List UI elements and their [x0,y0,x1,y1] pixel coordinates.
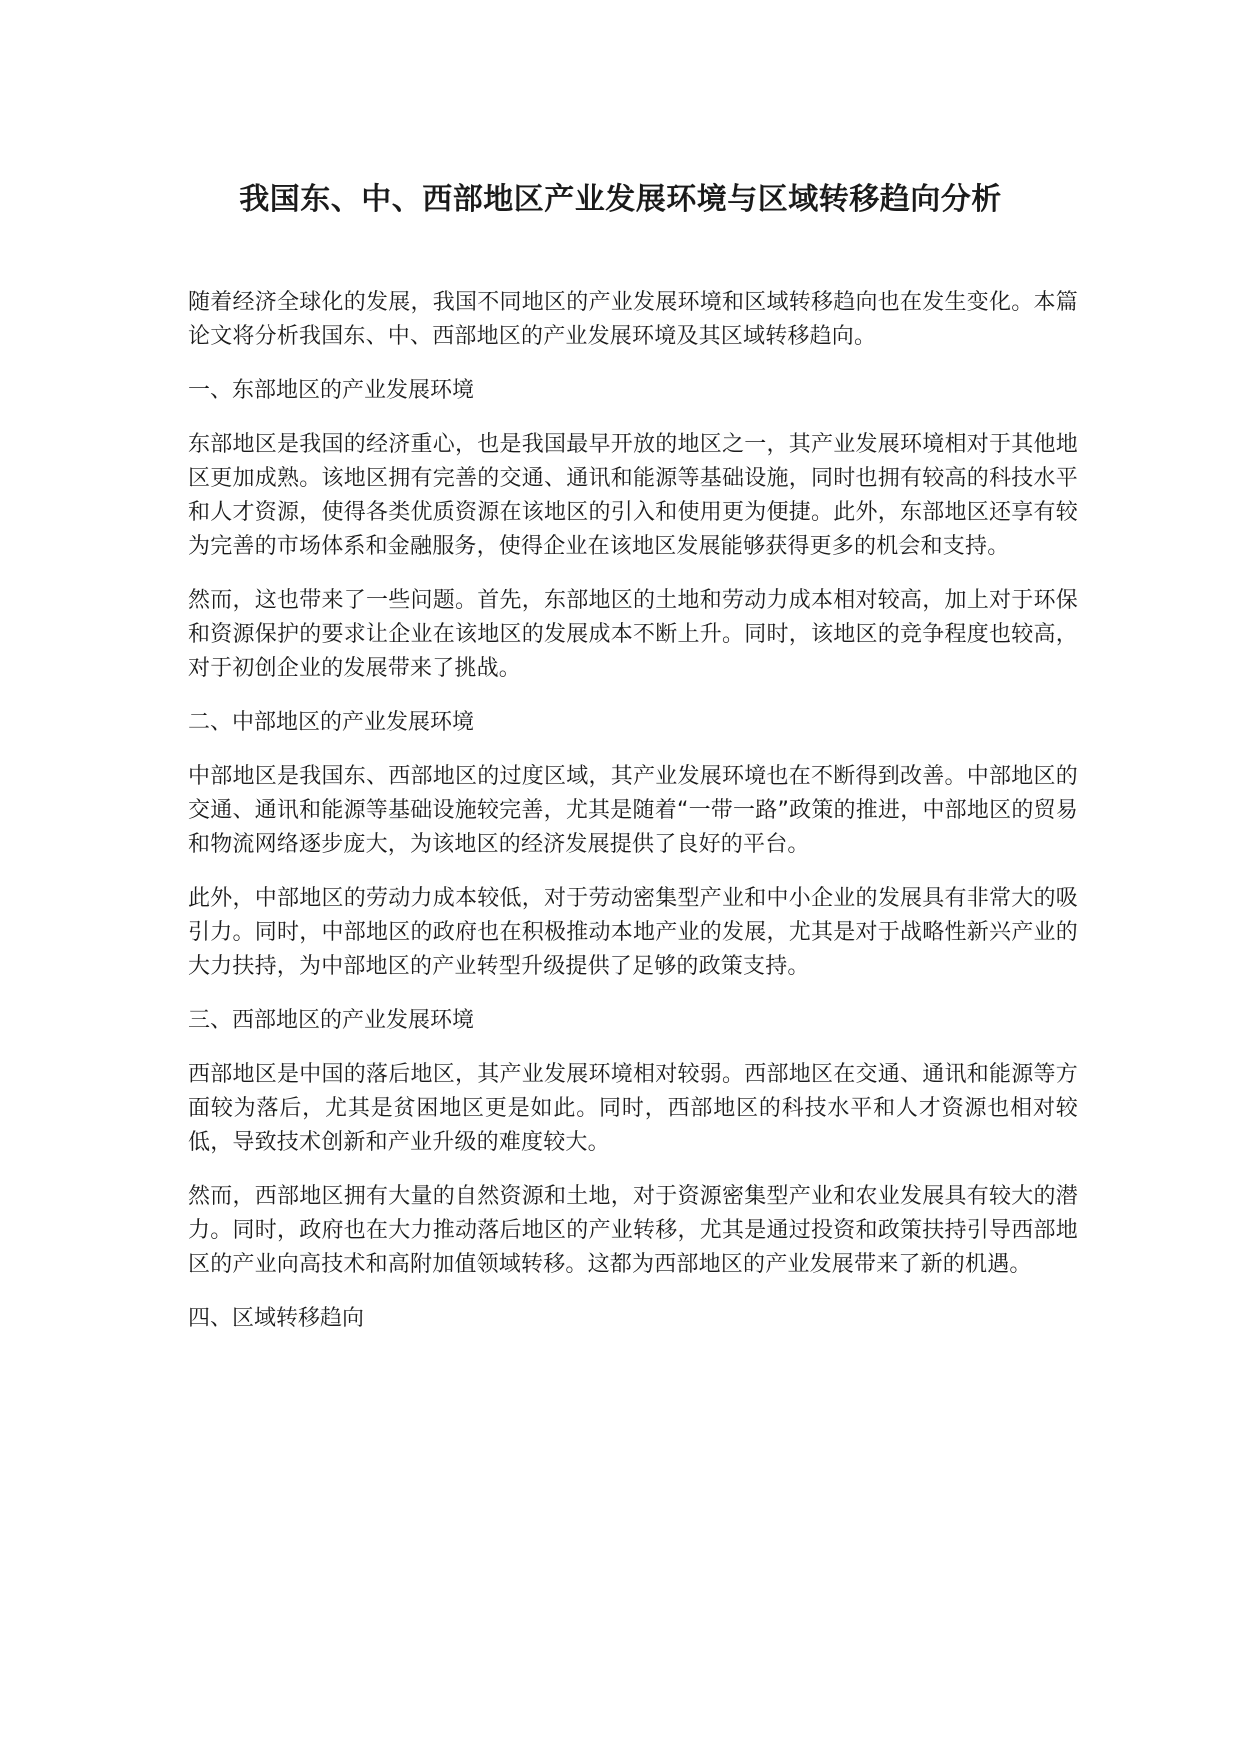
section-heading-central: 二、中部地区的产业发展环境 [188,710,475,735]
west-paragraph-2: 然而，西部地区拥有大量的自然资源和土地，对于资源密集型产业和农业发展具有较大的潜力。同时，政府也在大力推动落后地区的产业转移，尤其是通过投资和政策扶持引导西部地区的产业向高技术和高附加值领域转移。这都为西部地区的产业发展带来了新的机遇。 [188,1184,1078,1277]
east-paragraph-1: 东部地区是我国的经济重心，也是我国最早开放的地区之一，其产业发展环境相对于其他地区更加成熟。该地区拥有完善的交通、通讯和能源等基础设施，同时也拥有较高的科技水平和人才资源，使得各类优质资源在该地区的引入和使用更为便捷。此外，东部地区还享有较为完善的市场体系和金融服务，使得企业在该地区发展能够获得更多的机会和支持。 [188,432,1078,559]
document-body [188,286,1078,1356]
intro-paragraph: 随着经济全球化的发展，我国不同地区的产业发展环境和区域转移趋向也在发生变化。本篇论文将分析我国东、中、西部地区的产业发展环境及其区域转移趋向。 [188,290,1078,349]
east-paragraph-2: 然而，这也带来了一些问题。首先，东部地区的土地和劳动力成本相对较高，加上对于环保和资源保护的要求让企业在该地区的发展成本不断上升。同时，该地区的竞争程度也较高，对于初创企业的发展带来了挑战。 [188,588,1078,681]
west-paragraph-1: 西部地区是中国的落后地区，其产业发展环境相对较弱。西部地区在交通、通讯和能源等方面较为落后，尤其是贫困地区更是如此。同时，西部地区的科技水平和人才资源也相对较低，导致技术创新和产业升级的难度较大。 [188,1062,1078,1155]
document-title: 我国东、中、西部地区产业发展环境与区域转移趋向分析 [239,182,1002,217]
section-heading-west: 三、西部地区的产业发展环境 [188,1008,475,1033]
central-paragraph-1: 中部地区是我国东、西部地区的过度区域，其产业发展环境也在不断得到改善。中部地区的交通、通讯和能源等基础设施较完善，尤其是随着“一带一路”政策的推进，中部地区的贸易和物流网络逐步庞大，为该地区的经济发展提供了良好的平台。 [188,764,1078,857]
section-heading-transfer: 四、区域转移趋向 [188,1306,365,1331]
section-heading-east: 一、东部地区的产业发展环境 [188,378,475,403]
central-paragraph-2: 此外，中部地区的劳动力成本较低，对于劳动密集型产业和中小企业的发展具有非常大的吸引力。同时，中部地区的政府也在积极推动本地产业的发展，尤其是对于战略性新兴产业的大力扶持，为中部地区的产业转型升级提供了足够的政策支持。 [188,886,1078,979]
